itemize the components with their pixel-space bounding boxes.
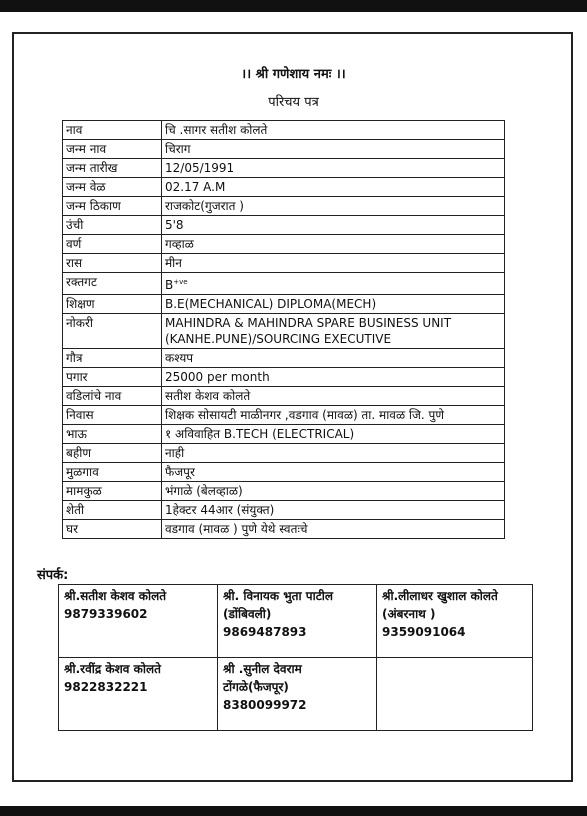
table-row: [63, 463, 505, 482]
field-label: शिक्षण: [63, 295, 162, 314]
table-row: [63, 216, 505, 235]
field-label: पगार: [63, 368, 162, 387]
top-border-bar: [0, 0, 587, 12]
table-row: [63, 482, 505, 501]
bottom-border-bar: [0, 806, 587, 816]
field-value: फैजपूर: [162, 463, 505, 482]
field-label: जन्म वेळ: [63, 178, 162, 197]
contact-phone: 9822832221: [64, 680, 148, 694]
field-label: रास: [63, 254, 162, 273]
field-value: कश्यप: [162, 349, 505, 368]
table-row: [59, 658, 533, 731]
table-row: [63, 349, 505, 368]
field-label: घर: [63, 520, 162, 539]
document-title: परिचय पत्र: [268, 95, 319, 110]
table-row: [63, 197, 505, 216]
contact-phone: 8380099972: [223, 698, 307, 712]
contact-name: श्री. विनायक भुता पाटील (डोंबिवली): [223, 589, 334, 621]
field-label: मामकुळ: [63, 482, 162, 501]
field-value: 1हेक्टर 44आर (संयुक्त): [162, 501, 505, 520]
table-row: [63, 444, 505, 463]
field-value: मीन: [162, 254, 505, 273]
field-value: राजकोट(गुजरात ): [162, 197, 505, 216]
field-label: निवास: [63, 406, 162, 425]
job-line-1: MAHINDRA & MAHINDRA SPARE BUSINESS UNIT: [165, 316, 452, 330]
field-label: नाव: [63, 121, 162, 140]
field-value: १ अविवाहित B.TECH (ELECTRICAL): [162, 425, 505, 444]
biodata-table: [62, 120, 505, 539]
table-row: [63, 159, 505, 178]
field-value: B.E(MECHANICAL) DIPLOMA(MECH): [162, 295, 505, 314]
field-label: वर्ण: [63, 235, 162, 254]
field-value: नाही: [162, 444, 505, 463]
contact-name: श्री.सतीश केशव कोलते: [64, 589, 167, 603]
field-value: सतीश केशव कोलते: [162, 387, 505, 406]
field-value: भंगाळे (बेलव्हाळ): [162, 482, 505, 501]
table-row: [63, 254, 505, 273]
field-value: [162, 314, 505, 349]
table-row: [63, 520, 505, 539]
field-label: वडिलांचे नाव: [63, 387, 162, 406]
field-label: मुळगाव: [63, 463, 162, 482]
field-value: चिराग: [162, 140, 505, 159]
contact-cell: [377, 585, 533, 658]
field-value: शिक्षक सोसायटी माळीनगर ,वडगाव (मावळ) ता. मावळ जि. पुणे: [162, 406, 505, 425]
field-label: उंची: [63, 216, 162, 235]
contact-cell: [59, 585, 218, 658]
field-label: नोकरी: [63, 314, 162, 349]
field-label: भाऊ: [63, 425, 162, 444]
table-row: [63, 387, 505, 406]
table-row: [63, 235, 505, 254]
field-label: जन्म नाव: [63, 140, 162, 159]
contact-cell: [218, 585, 377, 658]
contact-phone: 9359091064: [382, 625, 466, 639]
blood-group-rh: +ve: [173, 278, 188, 286]
contact-name: श्री.रवींद्र केशव कोलते: [64, 662, 161, 676]
table-row: [63, 121, 505, 140]
field-label: जन्म ठिकाण: [63, 197, 162, 216]
field-label: गौत्र: [63, 349, 162, 368]
field-label: रक्तगट: [63, 273, 162, 295]
field-value: 02.17 A.M: [162, 178, 505, 197]
contact-table: [58, 584, 533, 731]
contact-cell: [218, 658, 377, 731]
table-row: [63, 406, 505, 425]
job-line-2: (KANHE.PUNE)/SOURCING EXECUTIVE: [165, 332, 392, 346]
table-row: [63, 368, 505, 387]
contact-phone: 9879339602: [64, 607, 148, 621]
contact-cell-empty: [377, 658, 533, 731]
table-row: [59, 585, 533, 658]
table-row: [63, 140, 505, 159]
contact-heading: संपर्क:: [37, 568, 69, 583]
invocation-heading: ।। श्री गणेशाय नमः ।।: [241, 67, 346, 82]
field-value: वडगाव (मावळ ) पुणे येथे स्वतःचे: [162, 520, 505, 539]
table-row: [63, 501, 505, 520]
field-value: गव्हाळ: [162, 235, 505, 254]
field-label: शेती: [63, 501, 162, 520]
field-value: चि .सागर सतीश कोलते: [162, 121, 505, 140]
table-row: [63, 295, 505, 314]
field-label: बहीण: [63, 444, 162, 463]
field-value: 25000 per month: [162, 368, 505, 387]
field-value: [162, 273, 505, 295]
blood-group-value: B: [165, 278, 174, 292]
field-value: 12/05/1991: [162, 159, 505, 178]
field-value: 5'8: [162, 216, 505, 235]
contact-phone: 9869487893: [223, 625, 307, 639]
field-label: जन्म तारीख: [63, 159, 162, 178]
table-row: [63, 178, 505, 197]
contact-cell: [59, 658, 218, 731]
table-row: [63, 273, 505, 295]
contact-name: श्री .सुनील देवराम टोंगळे(फैजपूर): [223, 662, 302, 694]
contact-name: श्री.लीलाधर खुशाल कोलते (अंबरनाथ ): [382, 589, 498, 621]
table-row: [63, 425, 505, 444]
table-row: [63, 314, 505, 349]
